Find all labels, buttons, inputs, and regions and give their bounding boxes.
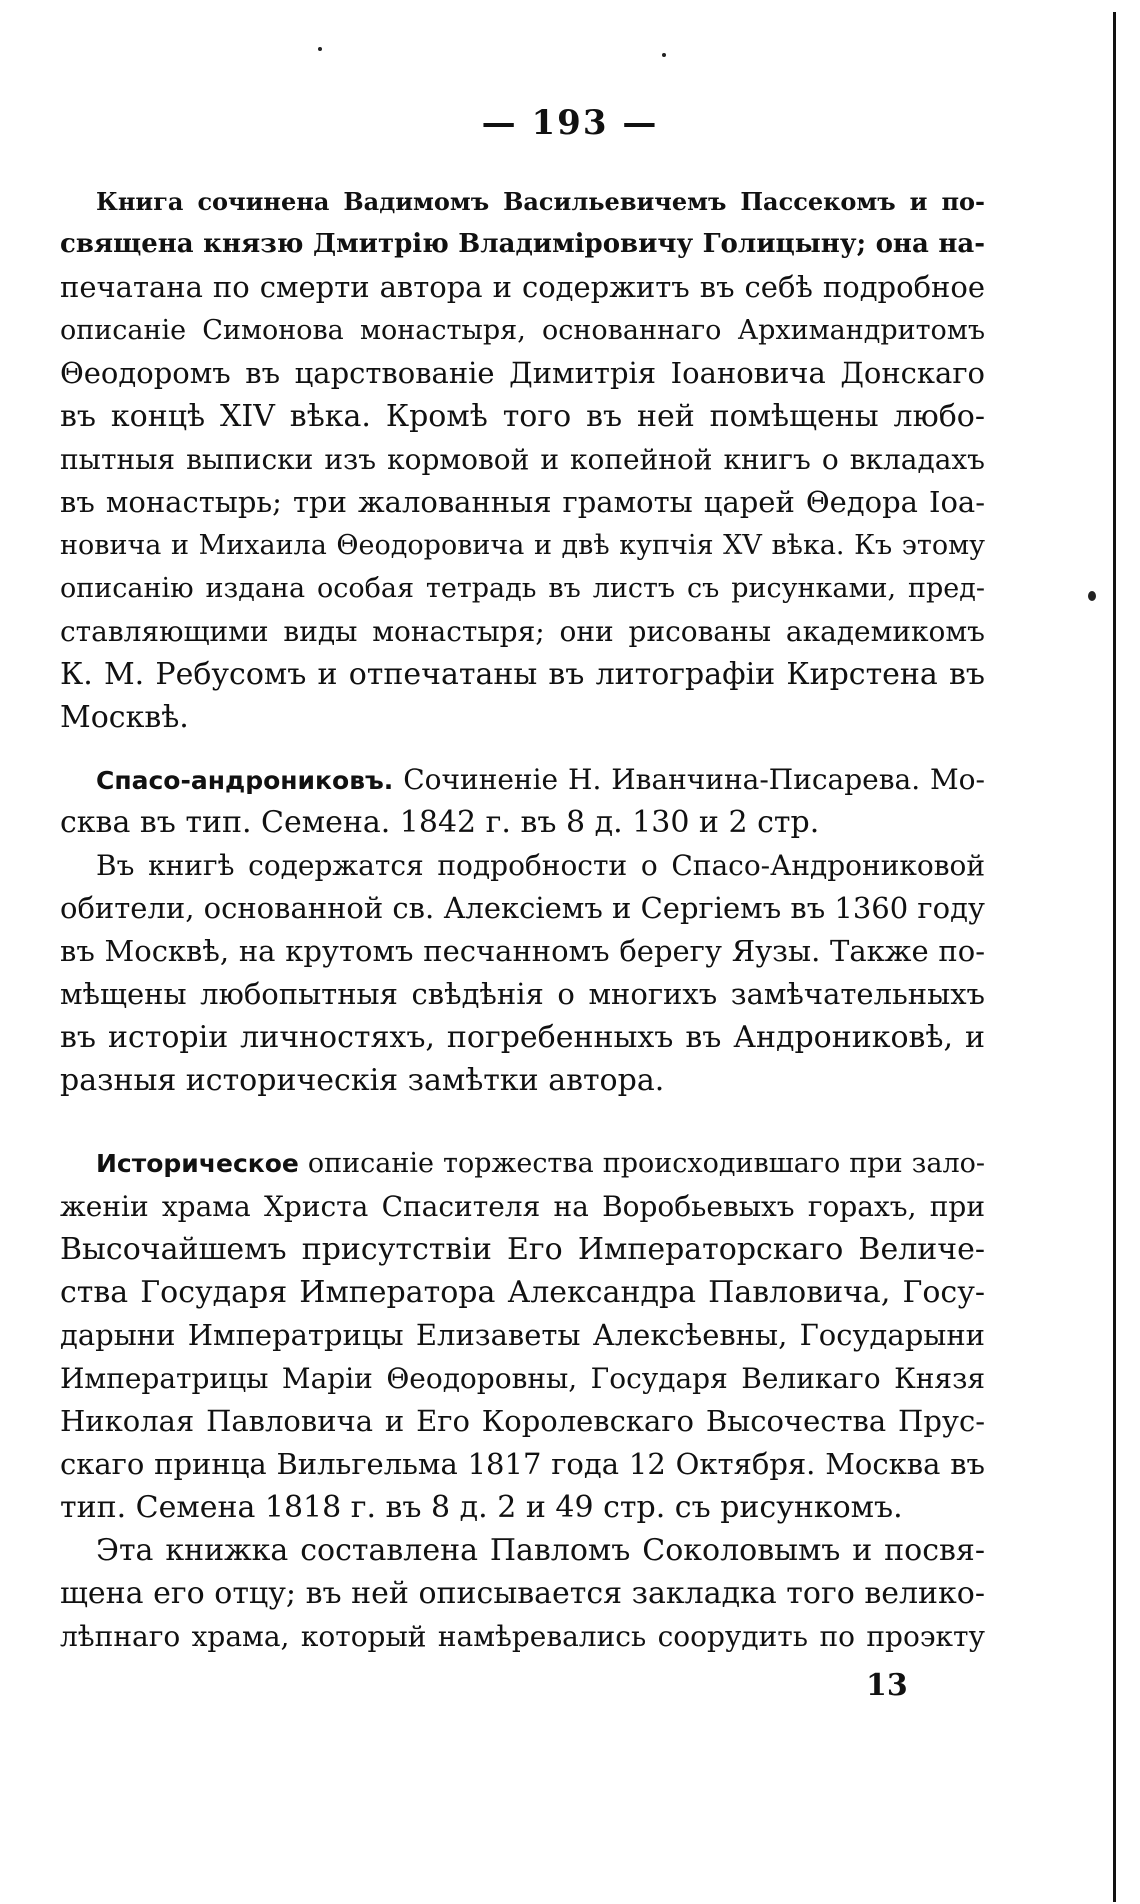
text-line: новича и Михаила Θеодоровича и двѣ купчія XV вѣка. Къ этому xyxy=(60,530,985,561)
text-line: Въ книгѣ содержатся подробности о Спасо-Андрониковой xyxy=(96,849,985,882)
text-line: Николая Павловича и Его Королевскаго Высочества Прус- xyxy=(60,1404,985,1438)
text-line: разныя историческія замѣтки автора. xyxy=(60,1063,665,1098)
text-line: дарыни Императрицы Елизаветы Алексѣевны, Государыни xyxy=(60,1318,985,1352)
entry-title-line xyxy=(60,758,985,801)
entry-title-lead: Историческое xyxy=(96,1149,299,1178)
text-line: женіи храма Христа Спасителя на Воробьевыхъ горахъ, при xyxy=(60,1190,985,1223)
text-line: скаго принца Вильгельма 1817 года 12 Октября. Москва въ xyxy=(60,1447,985,1481)
text-line: Москвѣ. xyxy=(60,700,189,735)
text-line: ства Государя Императора Александра Павловича, Госу- xyxy=(60,1275,985,1310)
text-line: Θеодоромъ въ царствованіе Димитрія Іоановича Донскаго xyxy=(60,356,985,390)
entry-title-rest: описаніе торжества происходившаго при зало- xyxy=(307,1148,985,1179)
print-speck xyxy=(318,47,322,51)
text-line: Эта книжка составлена Павломъ Соколовымъ и посвя- xyxy=(96,1533,985,1568)
text-line: пытныя выписки изъ кормовой и копейной книгъ о вкладахъ xyxy=(60,443,985,476)
print-speck xyxy=(662,53,666,57)
text-line: описанію издана особая тетрадь въ листъ съ рисунками, пред- xyxy=(60,573,985,604)
entry-title-rest: Сочиненіе Н. Иванчина-Писарева. Мо- xyxy=(403,763,985,796)
text-line: Книга сочинена Вадимомъ Васильевичемъ Пассекомъ и по- xyxy=(96,187,985,216)
text-line: обители, основанной св. Алексіемъ и Сергіемъ въ 1360 году xyxy=(60,891,985,925)
print-speck xyxy=(1088,591,1096,601)
text-line: ставляющими виды монастыря; они рисованы академикомъ xyxy=(60,615,985,648)
text-line: К. М. Ребусомъ и отпечатаны въ литографіи Кирстена въ xyxy=(60,657,985,692)
text-line: въ концѣ XIV вѣка. Кромѣ того въ ней помѣщены любо- xyxy=(60,399,985,434)
text-line: священа князю Дмитрію Владиміровичу Голицыну; она на- xyxy=(60,229,985,259)
text-line: сква въ тип. Семена. 1842 г. въ 8 д. 130 и 2 стр. xyxy=(60,805,820,840)
text-line: печатана по смерти автора и содержитъ въ себѣ подробное xyxy=(60,270,985,304)
text-line: лѣпнаго храма, который намѣревались соорудить по проэкту xyxy=(60,1620,985,1653)
entry-title-lead: Спасо-андрониковъ. xyxy=(96,766,394,795)
signature-mark: 13 xyxy=(866,1668,908,1703)
entry-simonov-monastery xyxy=(60,180,985,739)
text-line: щена его отцу; въ ней описывается закладка того велико- xyxy=(60,1576,985,1611)
text-line: Императрицы Маріи Θеодоровны, Государя Великаго Князя xyxy=(60,1362,985,1395)
page-number: — 193 — xyxy=(481,103,659,143)
entry-title-line xyxy=(60,1142,985,1185)
entry-spaso-andronikov xyxy=(60,758,985,1102)
text-line: описаніе Симонова монастыря, основаннаго Архимандритомъ xyxy=(60,315,985,346)
text-line: въ исторіи личностяхъ, погребенныхъ въ Андрониковѣ, и xyxy=(60,1020,985,1055)
text-line: Высочайшемъ присутствіи Его Императорскаго Величе- xyxy=(60,1232,985,1267)
text-line: въ Москвѣ, на крутомъ песчанномъ берегу Яузы. Также по- xyxy=(60,934,985,968)
page-edge-rule xyxy=(1113,12,1116,1902)
text-line: въ монастырь; три жалованныя грамоты царей Θедора Іоа- xyxy=(60,485,985,519)
entry-historical-description xyxy=(60,1142,985,1658)
text-line: мѣщены любопытныя свѣдѣнія о многихъ замѣчательныхъ xyxy=(60,977,985,1011)
text-line: тип. Семена 1818 г. въ 8 д. 2 и 49 стр. съ рисункомъ. xyxy=(60,1490,903,1525)
